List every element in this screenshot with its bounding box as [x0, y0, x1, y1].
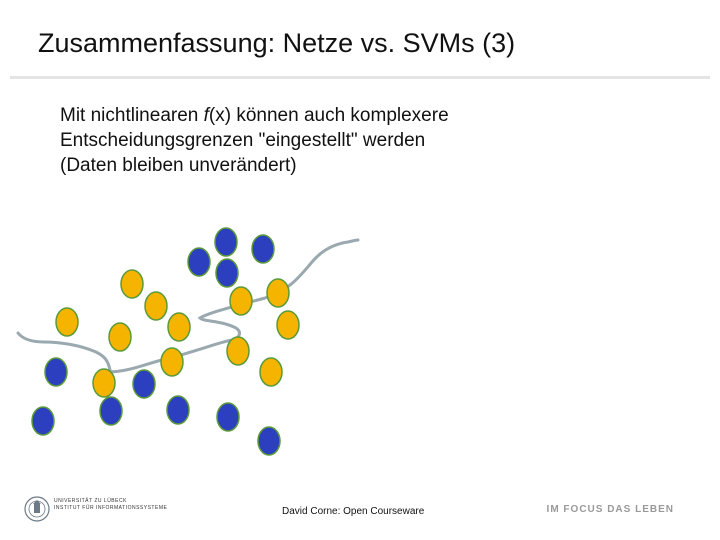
orange-point	[277, 311, 299, 339]
blue-point	[133, 370, 155, 398]
blue-point	[188, 248, 210, 276]
body-line-2: Entscheidungsgrenzen "eingestellt" werden	[60, 130, 426, 151]
blue-point	[217, 403, 239, 431]
blue-point	[32, 407, 54, 435]
blue-point	[216, 259, 238, 287]
body-line-1-post: (x) können auch komplexere	[208, 105, 449, 126]
orange-point	[145, 292, 167, 320]
logo-line-2: INSTITUT FÜR INFORMATIONSSYSTEME	[54, 505, 168, 511]
blue-point	[45, 358, 67, 386]
body-line-1-pre: Mit nichtlinearen	[60, 105, 204, 126]
blue-point	[167, 396, 189, 424]
function-f: f	[203, 105, 209, 126]
orange-point	[227, 337, 249, 365]
orange-point	[93, 369, 115, 397]
body-line-3: (Daten bleiben unverändert)	[60, 155, 297, 176]
orange-point	[168, 313, 190, 341]
university-logo	[24, 492, 168, 526]
blue-point	[215, 228, 237, 256]
title-divider	[10, 76, 710, 79]
footer-slogan: IM FOCUS DAS LEBEN	[546, 504, 674, 515]
blue-point	[252, 235, 274, 263]
logo-line-1: UNIVERSITÄT ZU LÜBECK	[54, 498, 127, 504]
orange-point	[56, 308, 78, 336]
orange-point	[121, 270, 143, 298]
orange-point	[109, 323, 131, 351]
orange-points	[56, 270, 299, 397]
orange-point	[260, 358, 282, 386]
orange-point	[161, 348, 183, 376]
footer-credit: David Corne: Open Courseware	[282, 506, 425, 517]
orange-point	[267, 279, 289, 307]
decision-boundary-illustration	[0, 220, 400, 480]
slide-body	[60, 103, 449, 178]
orange-point	[230, 287, 252, 315]
university-seal-icon	[24, 492, 50, 526]
slide-title: Zusammenfassung: Netze vs. SVMs (3)	[38, 28, 516, 58]
body-line-1	[60, 103, 449, 128]
blue-point	[258, 427, 280, 455]
blue-point	[100, 397, 122, 425]
logo-text	[54, 498, 167, 512]
